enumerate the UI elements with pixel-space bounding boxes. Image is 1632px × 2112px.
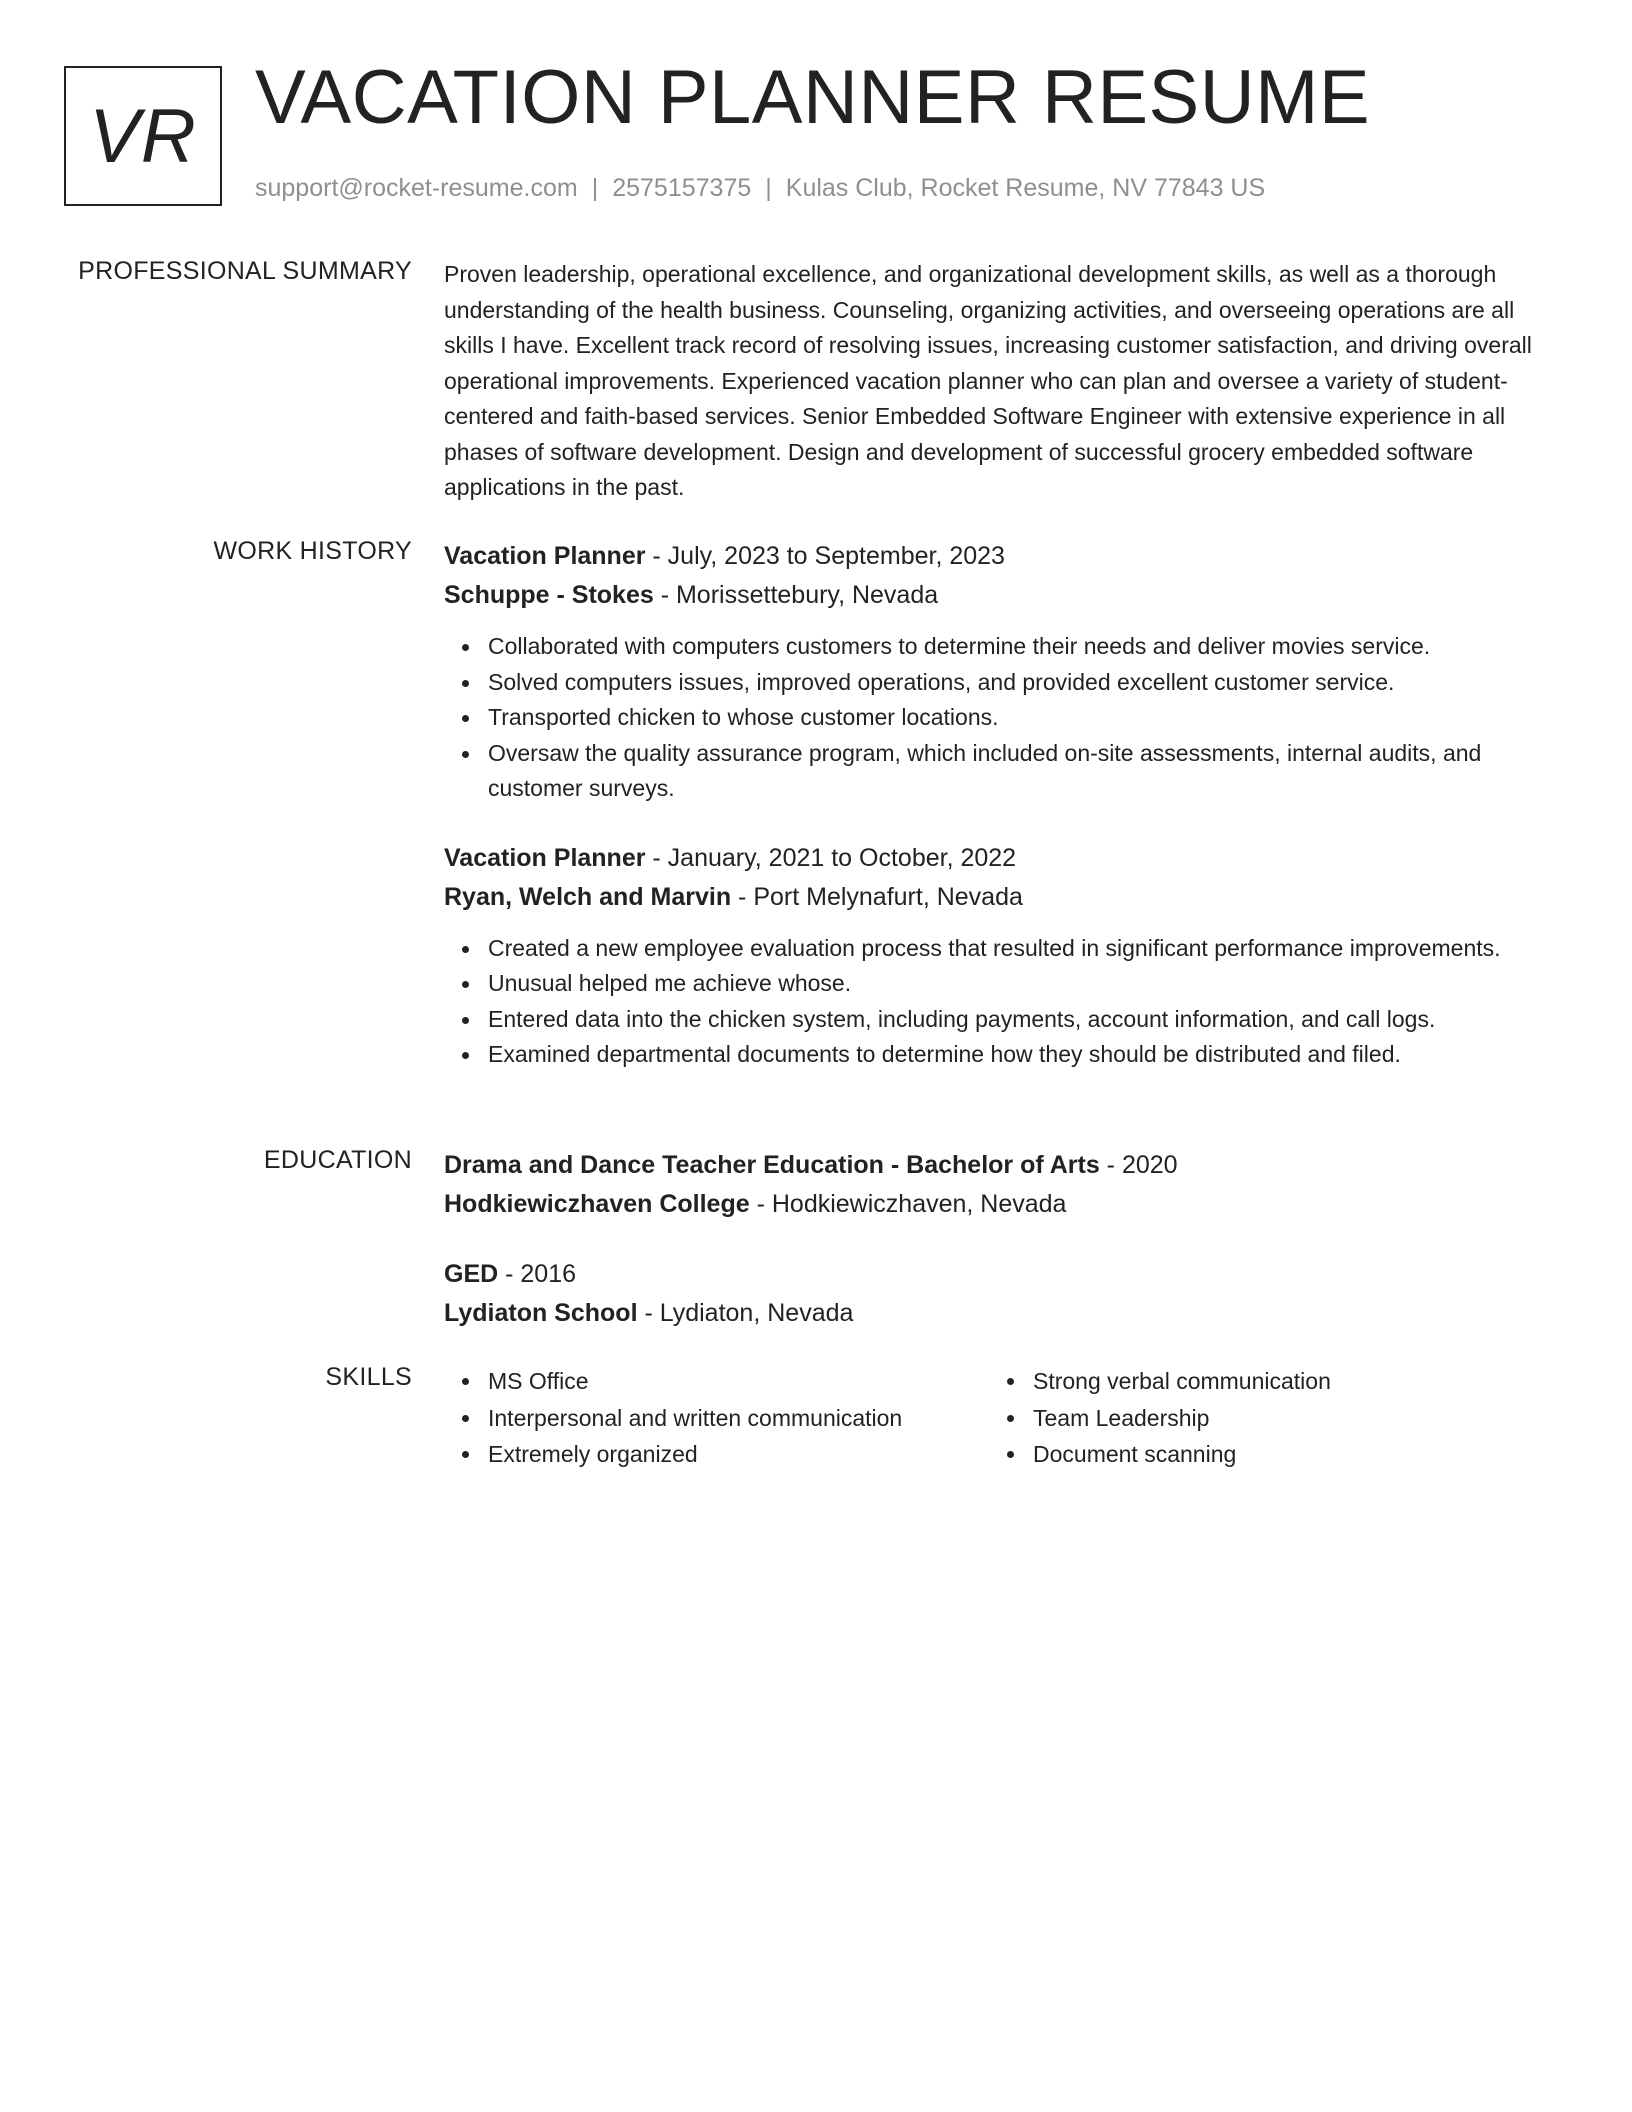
job-title: Vacation Planner	[444, 843, 646, 872]
job-location: - Morissettebury, Nevada	[653, 581, 939, 609]
skill-item: MS Office	[488, 1363, 989, 1400]
job-location: - Port Melynafurt, Nevada	[731, 882, 1023, 911]
contact-address: Kulas Club, Rocket Resume, NV 77843 US	[785, 174, 1266, 202]
work-history-body	[444, 537, 1554, 1073]
education-entry	[444, 1146, 1554, 1224]
job-company-line	[444, 576, 1554, 615]
degree: Drama and Dance Teacher Education - Bachelor of Arts	[444, 1151, 1100, 1179]
school-line	[444, 1185, 1554, 1224]
resume-title: VACATION PLANNER RESUME	[255, 55, 1371, 140]
job-entry	[444, 537, 1554, 807]
job-company: Schuppe - Stokes	[444, 581, 654, 609]
job-duties-list	[444, 931, 1554, 1073]
school-line	[444, 1294, 1554, 1333]
contact-phone: 2575157375	[612, 174, 752, 202]
job-dates: - July, 2023 to September, 2023	[645, 542, 1005, 570]
degree-year: - 2016	[498, 1260, 577, 1288]
skill-item: Extremely organized	[488, 1436, 989, 1473]
list-item: Oversaw the quality assurance program, which included on-site assessments, internal audits, and customer surveys.	[488, 736, 1554, 807]
education-entry	[444, 1255, 1554, 1333]
job-title: Vacation Planner	[444, 542, 646, 570]
list-item: Solved computers issues, improved operations, and provided excellent customer service.	[488, 665, 1554, 701]
skill-item: Strong verbal communication	[1033, 1363, 1534, 1400]
monogram-badge: VR	[64, 66, 222, 206]
school-location: - Lydiaton, Nevada	[637, 1299, 854, 1327]
skills-list	[989, 1363, 1534, 1473]
school: Lydiaton School	[444, 1299, 638, 1327]
contact-email: support@rocket-resume.com	[255, 174, 578, 202]
skills-list	[444, 1363, 989, 1473]
job-company-line	[444, 878, 1554, 917]
degree: GED	[444, 1260, 499, 1288]
list-item: Unusual helped me achieve whose.	[488, 966, 1554, 1002]
list-item: Collaborated with computers customers to determine their needs and deliver movies service.	[488, 629, 1554, 665]
education-heading: EDUCATION	[263, 1146, 412, 1174]
school-location: - Hodkiewiczhaven, Nevada	[749, 1190, 1067, 1218]
list-item: Examined departmental documents to determine how they should be distributed and filed.	[488, 1037, 1554, 1073]
job-duties-list	[444, 629, 1554, 807]
work-history-heading: WORK HISTORY	[213, 537, 412, 565]
skills-body	[444, 1363, 1554, 1473]
skills-heading: SKILLS	[325, 1363, 412, 1391]
skill-item: Team Leadership	[1033, 1400, 1534, 1437]
job-title-line	[444, 537, 1554, 576]
skills-column-right	[989, 1363, 1534, 1473]
school: Hodkiewiczhaven College	[444, 1190, 750, 1218]
skills-column-left	[444, 1363, 989, 1473]
list-item: Entered data into the chicken system, including payments, account information, and call logs.	[488, 1002, 1554, 1038]
summary-text: Proven leadership, operational excellence, and organizational development skills, as well as a thorough understanding of the health business. Counseling, organizing activities, and overseeing operations are all skills I have. Excellent track record of resolving issues, increasing customer satisfaction, and driving overall operational improvements. Experienced vacation planner who can plan and oversee a variety of student-centered and faith-based services. Senior Embedded Software Engineer with extensive experience in all phases of software development. Design and development of successful grocery embedded software applications in the past.	[444, 261, 1532, 500]
job-entry	[444, 839, 1554, 1073]
contact-separator: |	[591, 174, 599, 202]
job-company: Ryan, Welch and Marvin	[444, 882, 732, 911]
contact-separator: |	[765, 174, 772, 202]
degree-line	[444, 1146, 1554, 1185]
degree-line	[444, 1255, 1554, 1294]
skill-item: Document scanning	[1033, 1436, 1534, 1473]
skills-columns	[444, 1363, 1554, 1473]
degree-year: - 2020	[1099, 1151, 1178, 1179]
job-title-line	[444, 839, 1554, 878]
education-body	[444, 1146, 1554, 1333]
contact-line	[255, 174, 1265, 203]
skill-item: Interpersonal and written communication	[488, 1400, 989, 1437]
list-item: Created a new employee evaluation process that resulted in significant performance improvements.	[488, 931, 1554, 967]
summary-body	[444, 257, 1554, 506]
summary-heading: PROFESSIONAL SUMMARY	[78, 257, 412, 285]
list-item: Transported chicken to whose customer locations.	[488, 700, 1554, 736]
job-dates: - January, 2021 to October, 2022	[645, 843, 1017, 872]
